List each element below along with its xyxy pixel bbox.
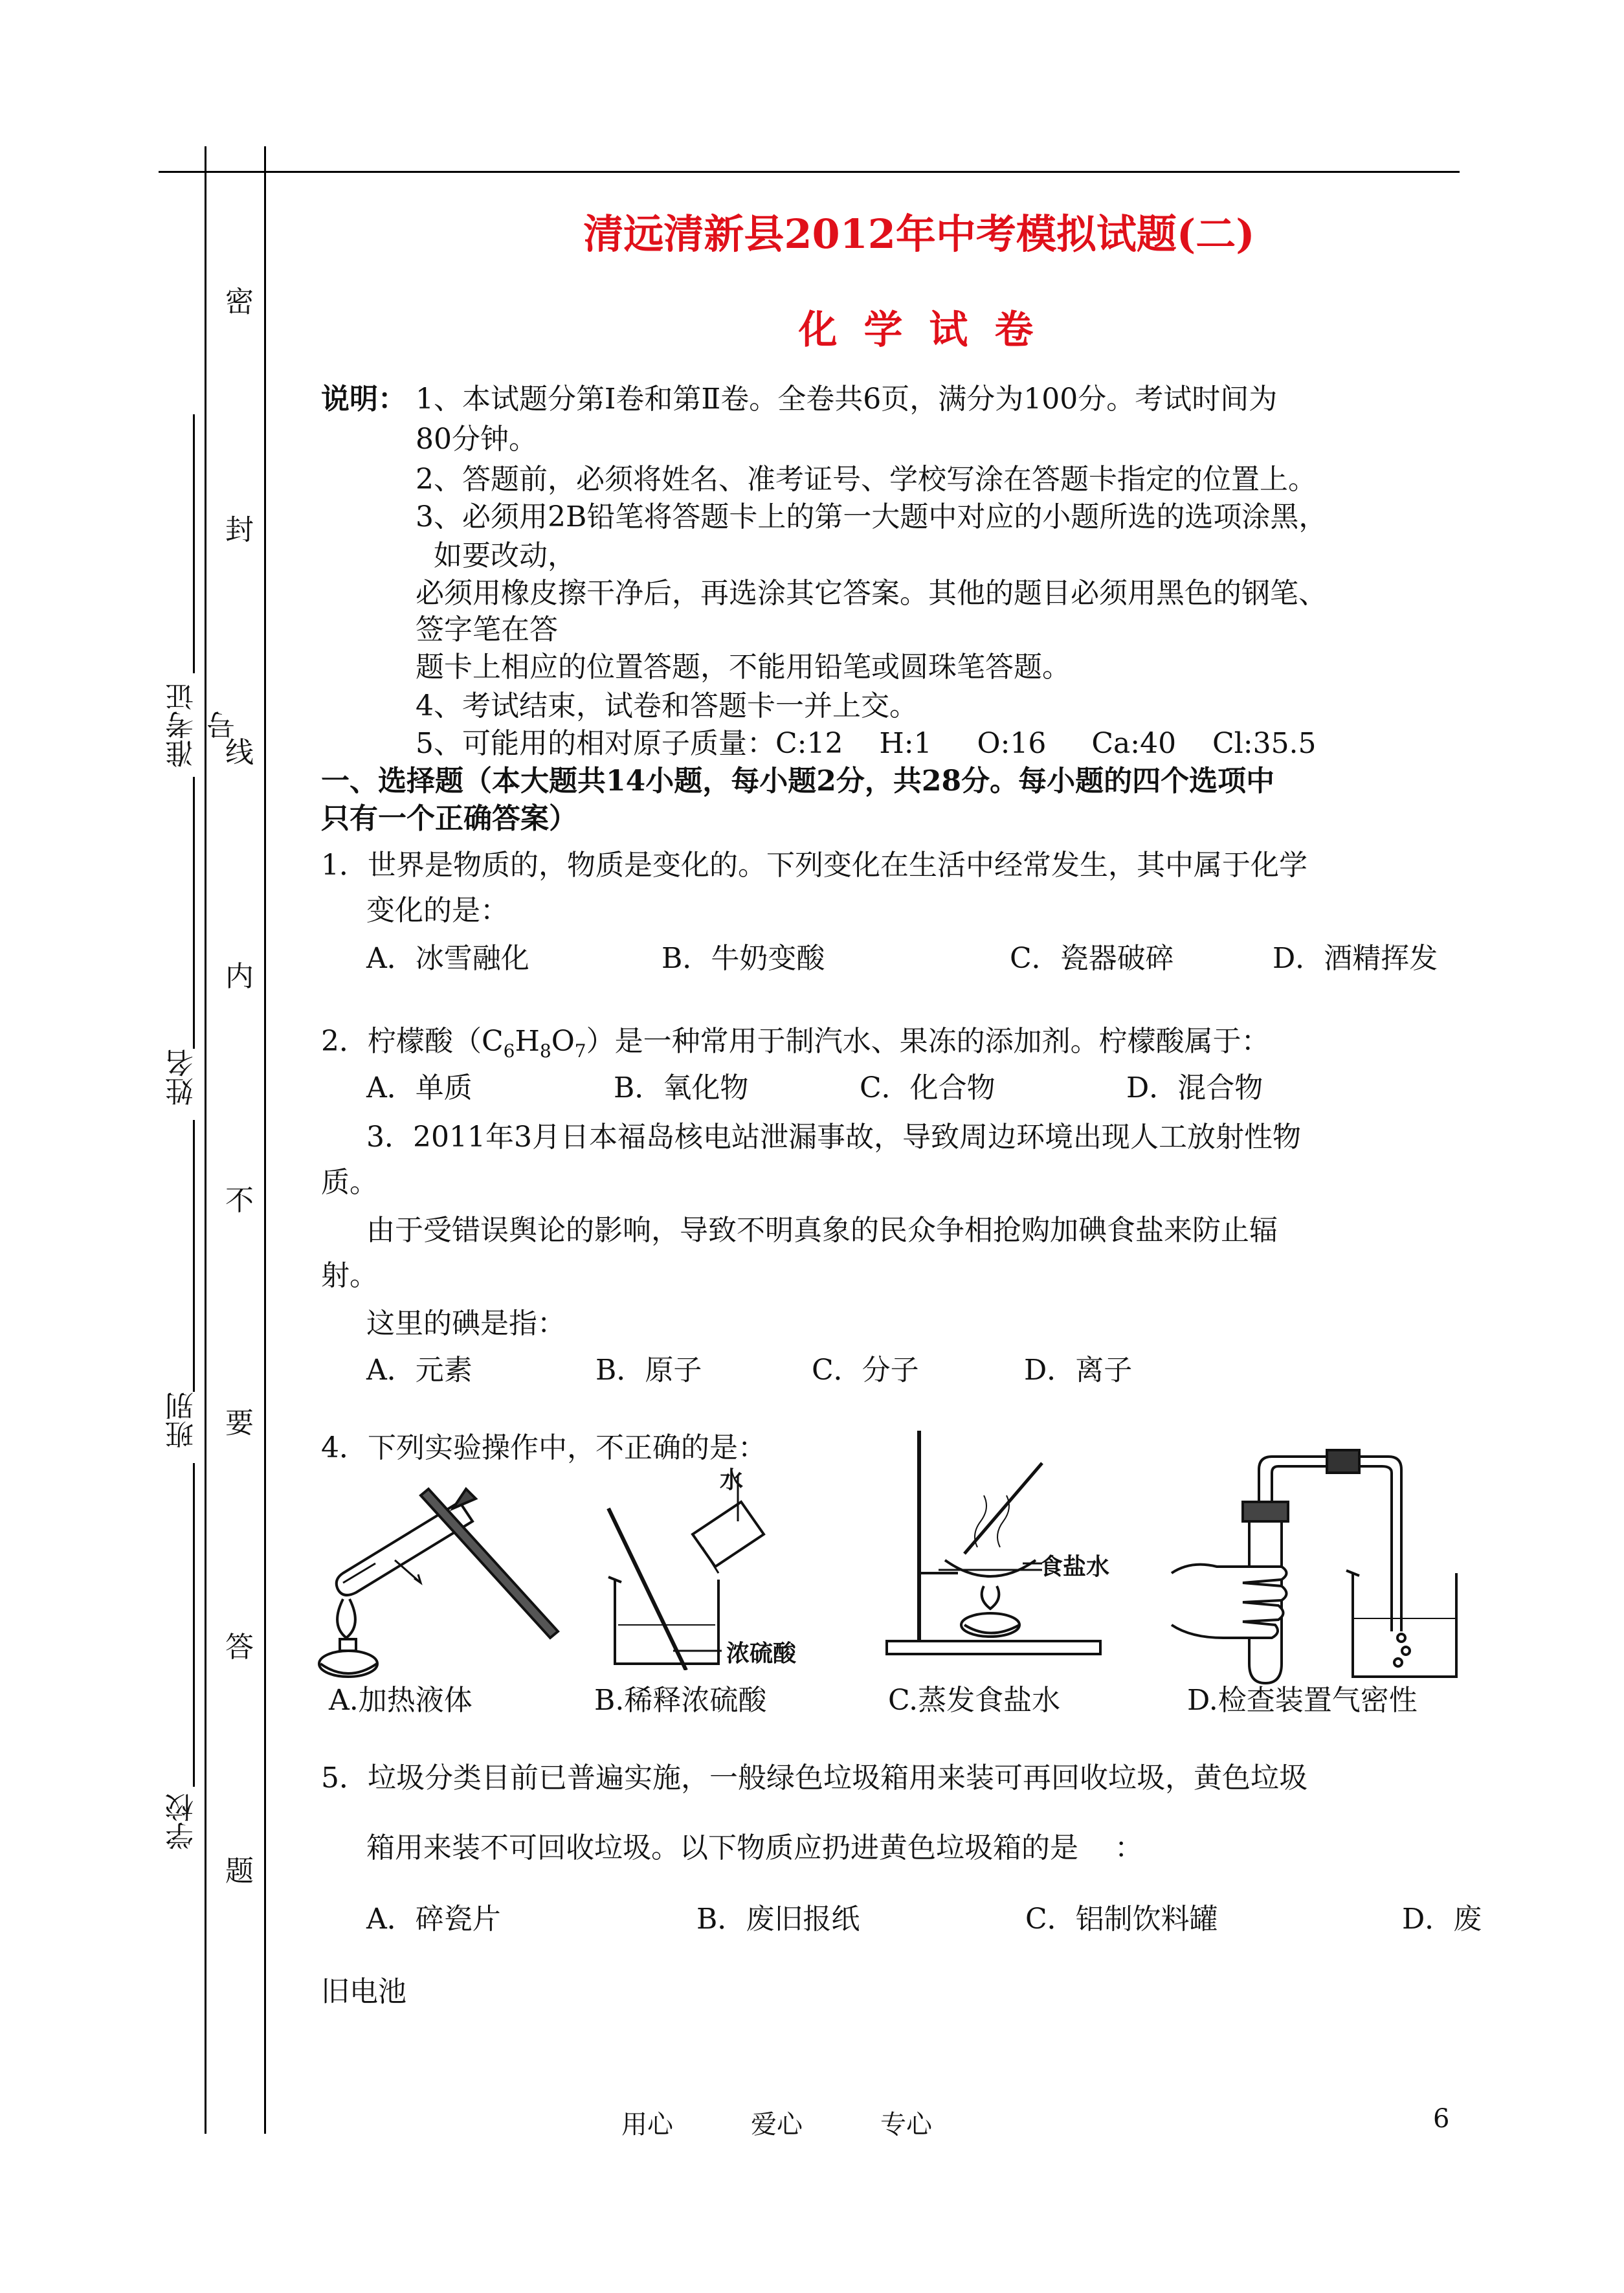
notes-line: 如要改动， — [434, 539, 576, 572]
school-label: 学校 — [166, 1793, 199, 1850]
seal-char: 题 — [225, 1855, 254, 1888]
q3-stem-cont: 由于受错误舆论的影响，导致不明真象的民众争相抢购加碘食盐来防止辐 — [366, 1214, 1278, 1247]
q1-stem-cont: 变化的是： — [366, 894, 509, 927]
seal-char: 答 — [225, 1631, 254, 1664]
q5-option-b[interactable]: B．废旧报纸 — [696, 1903, 860, 1936]
class-label: 班别 — [166, 1392, 199, 1449]
exam-id-label: 准考证号 — [166, 682, 240, 768]
q4-caption-d[interactable]: D.检查装置气密性 — [1187, 1684, 1418, 1717]
q3-stem-cont: 射。 — [321, 1259, 378, 1292]
notes-line: 80分钟。 — [416, 423, 537, 456]
q2-stem-prefix: 2．柠檬酸（C — [321, 1025, 504, 1058]
formula-h: H — [515, 1025, 540, 1058]
q2-option-d[interactable]: D．混合物 — [1126, 1071, 1263, 1104]
exam-id-field[interactable] — [162, 414, 240, 777]
label-water: 水 — [720, 1466, 744, 1493]
name-label: 姓名 — [166, 1049, 199, 1106]
notes-line: 签字笔在答 — [416, 613, 558, 646]
q4-caption-a[interactable]: A.加热液体 — [329, 1684, 473, 1717]
subscript: 8 — [539, 1040, 551, 1062]
q1-option-d[interactable]: D．酒精挥发 — [1273, 942, 1438, 975]
q3-option-c[interactable]: C．分子 — [812, 1354, 919, 1387]
seal-char: 封 — [225, 513, 254, 546]
q5-stem: 5．垃圾分类目前已普遍实施，一般绿色垃圾箱用来装可再回收垃圾，黄色垃圾 — [321, 1762, 1307, 1795]
label-salt-water: 食盐水 — [1040, 1553, 1110, 1580]
notes-line: 题卡上相应的位置答题，不能用铅笔或圆珠笔答题。 — [416, 651, 1071, 684]
q2-option-a[interactable]: A．单质 — [366, 1071, 473, 1104]
q4-stem: 4．下列实验操作中，不正确的是： — [321, 1431, 766, 1464]
seal-char: 内 — [225, 960, 254, 993]
school-field[interactable] — [162, 1463, 214, 1864]
q1-option-b[interactable]: B．牛奶变酸 — [662, 942, 825, 975]
subscript: 6 — [503, 1040, 515, 1062]
seal-char: 要 — [225, 1407, 254, 1440]
q3-option-b[interactable]: B．原子 — [595, 1354, 702, 1387]
q2-option-c[interactable]: C．化合物 — [860, 1071, 996, 1104]
class-field[interactable] — [162, 1120, 214, 1457]
q5-option-d[interactable]: D．废 — [1402, 1903, 1482, 1936]
notes-line: 1、本试题分第Ⅰ卷和第Ⅱ卷。全卷共6页，满分为100分。考试时间为 — [416, 383, 1278, 416]
figure-evaporate-salt — [880, 1424, 1126, 1664]
q5-option-a[interactable]: A．碎瓷片 — [366, 1903, 501, 1936]
section1-heading-cont: 只有一个正确答案） — [321, 802, 577, 835]
figure-airtightness — [1152, 1444, 1463, 1690]
figure-heating-liquid — [317, 1470, 589, 1683]
q2-stem-suffix: ）是一种常用于制汽水、果冻的添加剂。柠檬酸属于： — [586, 1025, 1270, 1058]
formula-o: O — [551, 1025, 575, 1058]
footer-left: 用心 — [621, 2110, 673, 2140]
notes-label: 说明： — [321, 383, 406, 416]
q5-option-c[interactable]: C．铝制饮料罐 — [1025, 1903, 1218, 1936]
seal-char: 线 — [225, 736, 254, 769]
q3-option-a[interactable]: A．元素 — [366, 1354, 473, 1387]
notes-line: 5、可能用的相对原子质量：C:12 H:1 O:16 Ca:40 Cl:35.5 — [416, 727, 1317, 760]
q1-option-a[interactable]: A．冰雪融化 — [366, 942, 529, 975]
page-number: 6 — [1433, 2104, 1450, 2134]
seal-char: 密 — [225, 285, 254, 319]
q2-stem — [321, 1018, 1270, 1062]
q1-stem: 1．世界是物质的，物质是变化的。下列变化在生活中经常发生，其中属于化学 — [321, 849, 1307, 882]
q3-stem: 3．2011年3月日本福岛核电站泄漏事故，导致周边环境出现人工放射性物 — [366, 1121, 1301, 1154]
footer-mid: 爱心 — [751, 2110, 803, 2140]
notes-line: 4、考试结束，试卷和答题卡一并上交。 — [416, 689, 918, 722]
q4-caption-c[interactable]: C.蒸发食盐水 — [888, 1684, 1061, 1717]
seal-line-right — [264, 146, 266, 2134]
q1-option-c[interactable]: C．瓷器破碎 — [1010, 942, 1174, 975]
q3-option-d[interactable]: D．离子 — [1024, 1354, 1133, 1387]
page-title: 清远清新县2012年中考模拟试题(二) — [583, 210, 1255, 258]
q4-caption-b[interactable]: B.稀释浓硫酸 — [594, 1684, 767, 1717]
q2-option-b[interactable]: B．氧化物 — [614, 1071, 749, 1104]
q3-stem-cont: 这里的碘是指： — [366, 1307, 566, 1340]
label-conc-acid: 浓硫酸 — [726, 1640, 797, 1667]
notes-line: 必须用橡皮擦干净后，再选涂其它答案。其他的题目必须用黑色的钢笔、 — [416, 577, 1327, 610]
notes-line: 3、必须用2B铅笔将答题卡上的第一大题中对应的小题所选的选项涂黑， — [416, 500, 1328, 533]
seal-char: 不 — [225, 1184, 254, 1217]
q3-stem-cont: 质。 — [321, 1166, 378, 1199]
page-subtitle: 化 学 试 卷 — [798, 308, 1040, 353]
q5-option-d-cont: 旧电池 — [321, 1975, 406, 2008]
top-rule — [159, 171, 1460, 173]
footer-right: 专心 — [880, 2110, 932, 2140]
q5-stem-cont: 箱用来装不可回收垃圾。以下物质应扔进黄色垃圾箱的是 ： — [366, 1831, 1143, 1864]
section1-heading: 一、选择题（本大题共14小题，每小题2分，共28分。每小题的四个选项中 — [321, 765, 1275, 798]
notes-line: 2、答题前，必须将姓名、准考证号、学校写涂在答题卡指定的位置上。 — [416, 463, 1317, 496]
subscript: 7 — [574, 1040, 586, 1062]
name-field[interactable] — [162, 777, 214, 1120]
